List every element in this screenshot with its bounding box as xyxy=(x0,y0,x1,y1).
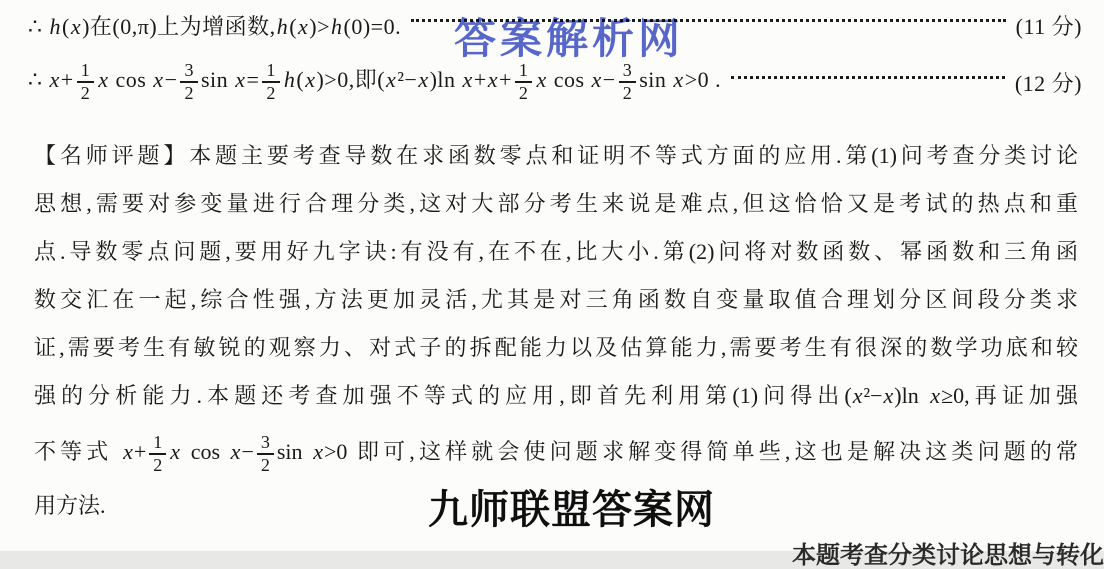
commentary-line: 证,需要考生有敏锐的观察力、对式子的拆配能力以及估算能力,需要考生有很深的数学功底和较 xyxy=(34,335,1078,360)
solution-formula: ∴ h(x)在(0,π)上为增函数,h(x)>h(0)=0. xyxy=(28,13,402,39)
fraction: $\frac{3}{2}$ xyxy=(619,61,637,103)
fraction: $\frac{1}{2}$ xyxy=(77,61,95,103)
fraction: $\frac{1}{2}$ xyxy=(262,61,280,103)
commentary-line: 思想,需要对参变量进行合理分类,这对大部分考生来说是难点,但这恰恰又是考试的热点和重 xyxy=(34,191,1078,216)
teacher-commentary xyxy=(34,132,1078,528)
fraction: $\frac{1}{2}$ xyxy=(149,433,166,475)
commentary-line: 数交汇在一起,综合性强,方法更加灵活,尤其是对三角函数自变量取值合理划分区间段分类求 xyxy=(34,287,1078,312)
commentary-line: 不等式 x+ $\frac{1}{2}$ x cos x− $\frac{3}{2}$ sin x>0 即可,这样就会使问题求解变得简单些,这也是解决这类问题的常 xyxy=(34,432,1078,475)
fraction: $\frac{3}{2}$ xyxy=(180,61,198,103)
commentary-line: 点.导数零点问题,要用好九字诀:有没有,在不在,比大小.第(2)问将对数函数、幂函数和三角函 xyxy=(34,239,1078,264)
fraction: $\frac{3}{2}$ xyxy=(257,433,274,475)
clipped-next-line: 本题考查分类讨论思想与转化 xyxy=(792,543,1104,569)
score-label: (12 分) xyxy=(1014,70,1082,96)
commentary-line: 【名师评题】本题主要考查导数在求函数零点和证明不等式方面的应用.第(1)问考查分类讨论 xyxy=(34,143,1078,168)
commentary-line: 用方法. xyxy=(34,493,106,518)
watermark-answer-site: 答案解析网 xyxy=(454,15,685,62)
watermark-league-site: 九师联盟答案网 xyxy=(428,488,715,532)
dotted-leader xyxy=(731,76,1005,79)
solution-formula: ∴ x+ $\frac{1}{2}$ x cos x− $\frac{3}{2}$ sin x= $\frac{1}{2}$ h(x)>0,即(x²−x)ln x+x+ $\frac{1}{2}$ x cos x− $\frac{3}{2}$ sin x>0 . xyxy=(28,60,722,103)
commentary-line: 强的分析能力.本题还考查加强不等式的应用,即首先利用第(1)问得出(x²−x)ln x≥0,再证加强 xyxy=(34,383,1078,408)
fraction: $\frac{1}{2}$ xyxy=(515,61,533,103)
score-label: (11 分) xyxy=(1015,13,1082,39)
